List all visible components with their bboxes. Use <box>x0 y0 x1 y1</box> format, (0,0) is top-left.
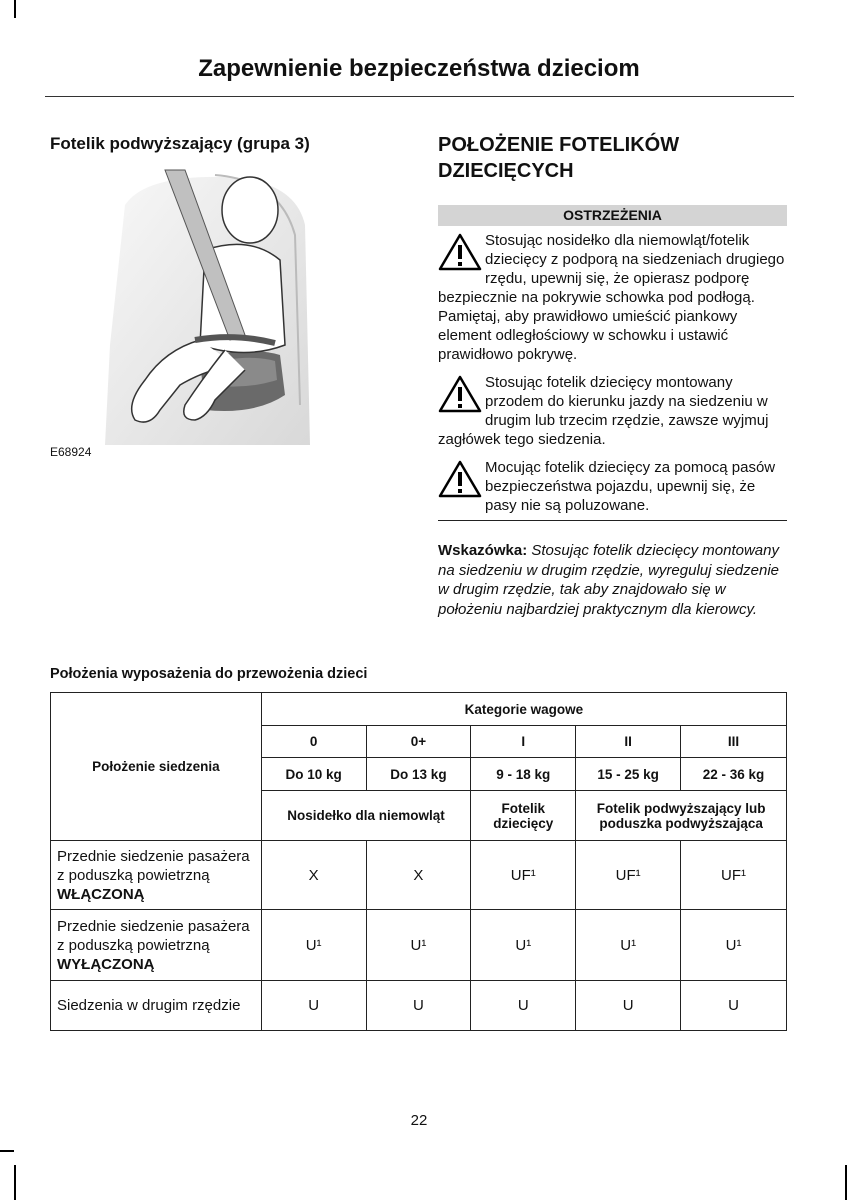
warning-1 <box>438 231 788 364</box>
crop-mark-top-left <box>14 0 16 18</box>
warning-2 <box>438 373 788 449</box>
crop-mark-bottom-left <box>14 1165 16 1200</box>
weight-category-header: Kategorie wagowe <box>261 693 786 726</box>
table-cell: U <box>681 981 787 1031</box>
seat-position-header: Położenie siedzenia <box>51 693 262 841</box>
table-cell: U <box>261 981 366 1031</box>
crop-mark-bottom-right <box>845 1165 847 1200</box>
table-cell: U¹ <box>261 910 366 981</box>
warning-text: Stosując fotelik dziecięcy montowany przodem do kierunku jazdy na siedzeniu w drugim lub trzecim rzędzie, zawsze wyjmuj zagłówek tego siedzenia. <box>438 374 769 448</box>
row-label: Przednie siedzenie pasażera z poduszką powietrzną WYŁĄCZONĄ <box>51 910 262 981</box>
table-cell: U¹ <box>681 910 787 981</box>
note-text: Stosując fotelik dziecięcy montowany na siedzeniu w drugim rzędzie, wyreguluj siedzenie w drugim rzędzie, tak aby znajdowało się w położeniu najbardziej praktycznym dla kierowcy. <box>438 542 780 618</box>
weight-header: 9 - 18 kg <box>471 758 576 791</box>
weight-header: Do 13 kg <box>366 758 471 791</box>
page-title: Zapewnienie bezpieczeństwa dzieciom <box>198 55 640 82</box>
table-cell: U¹ <box>471 910 576 981</box>
section-heading-booster-seat: Fotelik podwyższający (grupa 3) <box>50 134 310 153</box>
image-code: E68924 <box>50 445 92 459</box>
table-cell: U <box>471 981 576 1031</box>
weight-header: Do 10 kg <box>261 758 366 791</box>
note-label: Wskazówka: <box>438 542 528 559</box>
warning-text: Stosując nosidełko dla niemowląt/fotelik dziecięcy z podporą na siedzeniach drugiego rzędu, upewnij się, że opierasz podporę bezpiecznie na pokrywie schowka pod podłogą. Pamiętaj, aby prawidłowo umieścić piankowy element odległościowy w schowku i ustawić prawidłowo pokrywę. <box>438 232 785 363</box>
table-cell: U¹ <box>576 910 681 981</box>
table-cell: X <box>261 841 366 910</box>
warning-triangle-icon <box>438 233 482 271</box>
warnings-label: OSTRZEŻENIA <box>438 205 787 226</box>
table-cell: X <box>366 841 471 910</box>
page-number: 22 <box>410 1112 428 1129</box>
header-divider <box>45 96 794 97</box>
weight-header: 22 - 36 kg <box>681 758 787 791</box>
type-header: Fotelik podwyższający lub poduszka podwyższająca <box>576 791 787 841</box>
note <box>438 541 788 619</box>
weight-header: 15 - 25 kg <box>576 758 681 791</box>
type-header: Fotelik dziecięcy <box>471 791 576 841</box>
table-cell: U¹ <box>366 910 471 981</box>
section-heading-child-seat-positions: POŁOŻENIE FOTELIKÓW DZIECIĘCYCH <box>438 134 680 182</box>
row-label: Siedzenia w drugim rzędzie <box>51 981 262 1031</box>
group-header: II <box>576 726 681 758</box>
warning-text: Mocując fotelik dziecięcy za pomocą pasów bezpieczeństwa pojazdu, upewnij się, że pasy nie są poluzowane. <box>485 459 776 514</box>
booster-seat-illustration <box>105 165 315 455</box>
crop-mark-bottom-left-h <box>0 1150 14 1152</box>
group-header: III <box>681 726 787 758</box>
group-header: 0 <box>261 726 366 758</box>
table-title: Położenia wyposażenia do przewożenia dzieci <box>50 666 368 682</box>
warnings-divider <box>438 520 787 521</box>
group-header: 0+ <box>366 726 471 758</box>
warning-triangle-icon <box>438 460 482 498</box>
warning-3 <box>438 458 788 515</box>
warning-triangle-icon <box>438 375 482 413</box>
child-seat-position-table <box>50 692 787 1031</box>
table-cell: UF¹ <box>576 841 681 910</box>
type-header: Nosidełko dla niemowląt <box>261 791 471 841</box>
table-cell: UF¹ <box>471 841 576 910</box>
table-cell: U <box>366 981 471 1031</box>
group-header: I <box>471 726 576 758</box>
table-cell: UF¹ <box>681 841 787 910</box>
row-label: Przednie siedzenie pasażera z poduszką powietrzną WŁĄCZONĄ <box>51 841 262 910</box>
table-cell: U <box>576 981 681 1031</box>
